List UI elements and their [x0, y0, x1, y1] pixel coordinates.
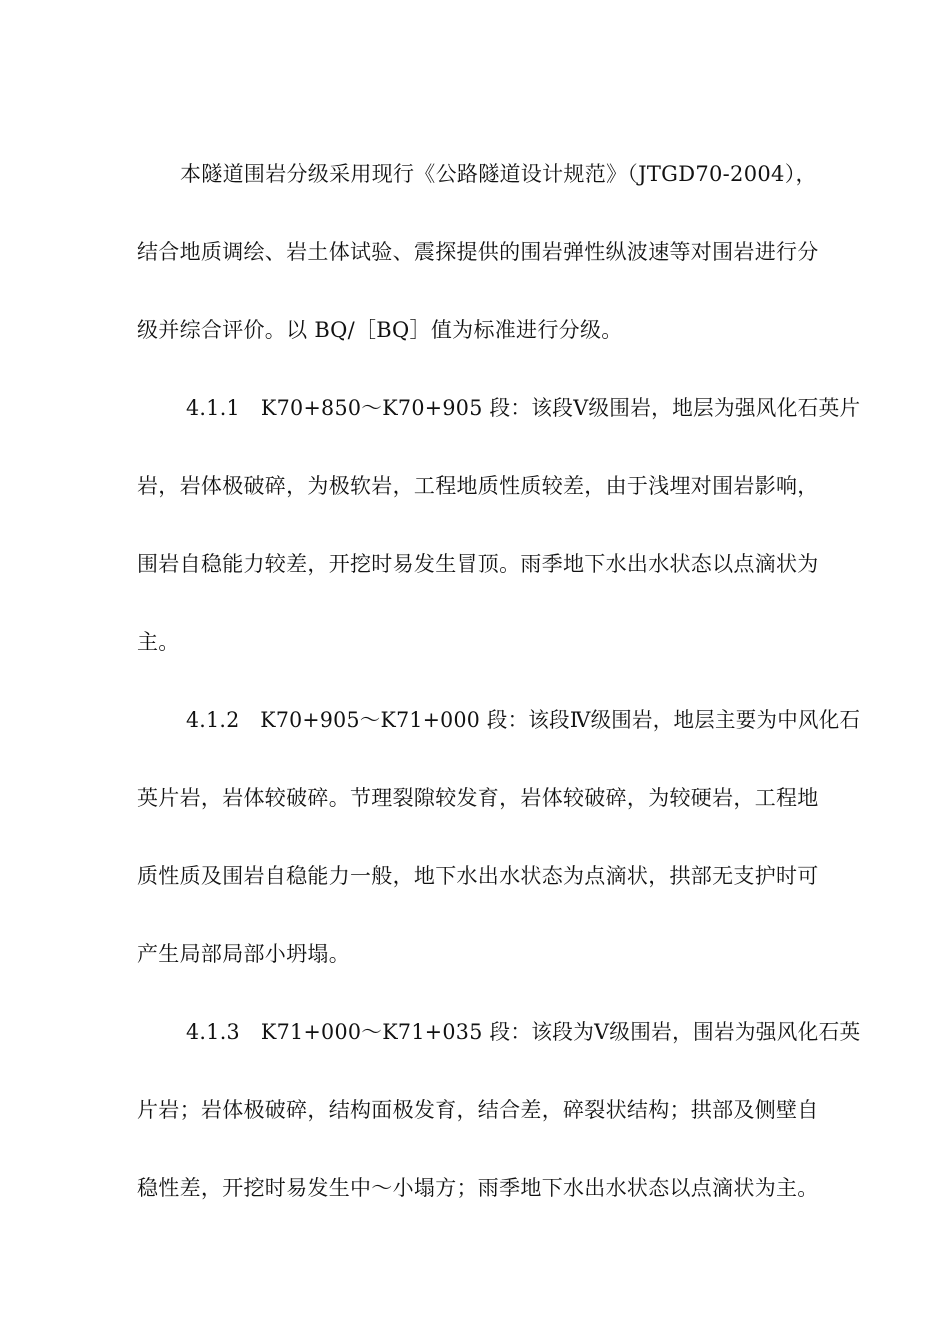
paragraph-line: 岩，岩体极破碎，为极软岩，工程地质性质较差，由于浅埋对围岩影响，	[137, 474, 819, 498]
paragraph-line: 4.1.3 K71+000～K71+035 段：该段为Ⅴ级围岩，围岩为强风化石英	[186, 1020, 861, 1044]
paragraph-line: 质性质及围岩自稳能力一般，地下水出水状态为点滴状，拱部无支护时可	[137, 864, 819, 888]
paragraph-line: 本隧道围岩分级采用现行《公路隧道设计规范》（JTGD70-2004），	[180, 162, 817, 186]
paragraph-line: 围岩自稳能力较差，开挖时易发生冒顶。雨季地下水出水状态以点滴状为	[137, 552, 819, 576]
paragraph-line: 主。	[137, 630, 180, 654]
paragraph-line: 产生局部局部小坍塌。	[137, 942, 350, 966]
paragraph-line: 片岩；岩体极破碎，结构面极发育，结合差，碎裂状结构；拱部及侧壁自	[137, 1098, 819, 1122]
paragraph-line: 4.1.1 K70+850～K70+905 段：该段Ⅴ级围岩，地层为强风化石英片	[186, 396, 861, 420]
paragraph-line: 结合地质调绘、岩土体试验、震探提供的围岩弹性纵波速等对围岩进行分	[137, 240, 819, 264]
paragraph-line: 4.1.2 K70+905～K71+000 段：该段Ⅳ级围岩，地层主要为中风化石	[186, 708, 861, 732]
paragraph-line: 级并综合评价。以 BQ/［BQ］值为标准进行分级。	[137, 318, 623, 342]
paragraph-line: 稳性差，开挖时易发生中～小塌方；雨季地下水出水状态以点滴状为主。	[137, 1176, 819, 1200]
paragraph-line: 英片岩，岩体较破碎。节理裂隙较发育，岩体较破碎，为较硬岩，工程地	[137, 786, 819, 810]
